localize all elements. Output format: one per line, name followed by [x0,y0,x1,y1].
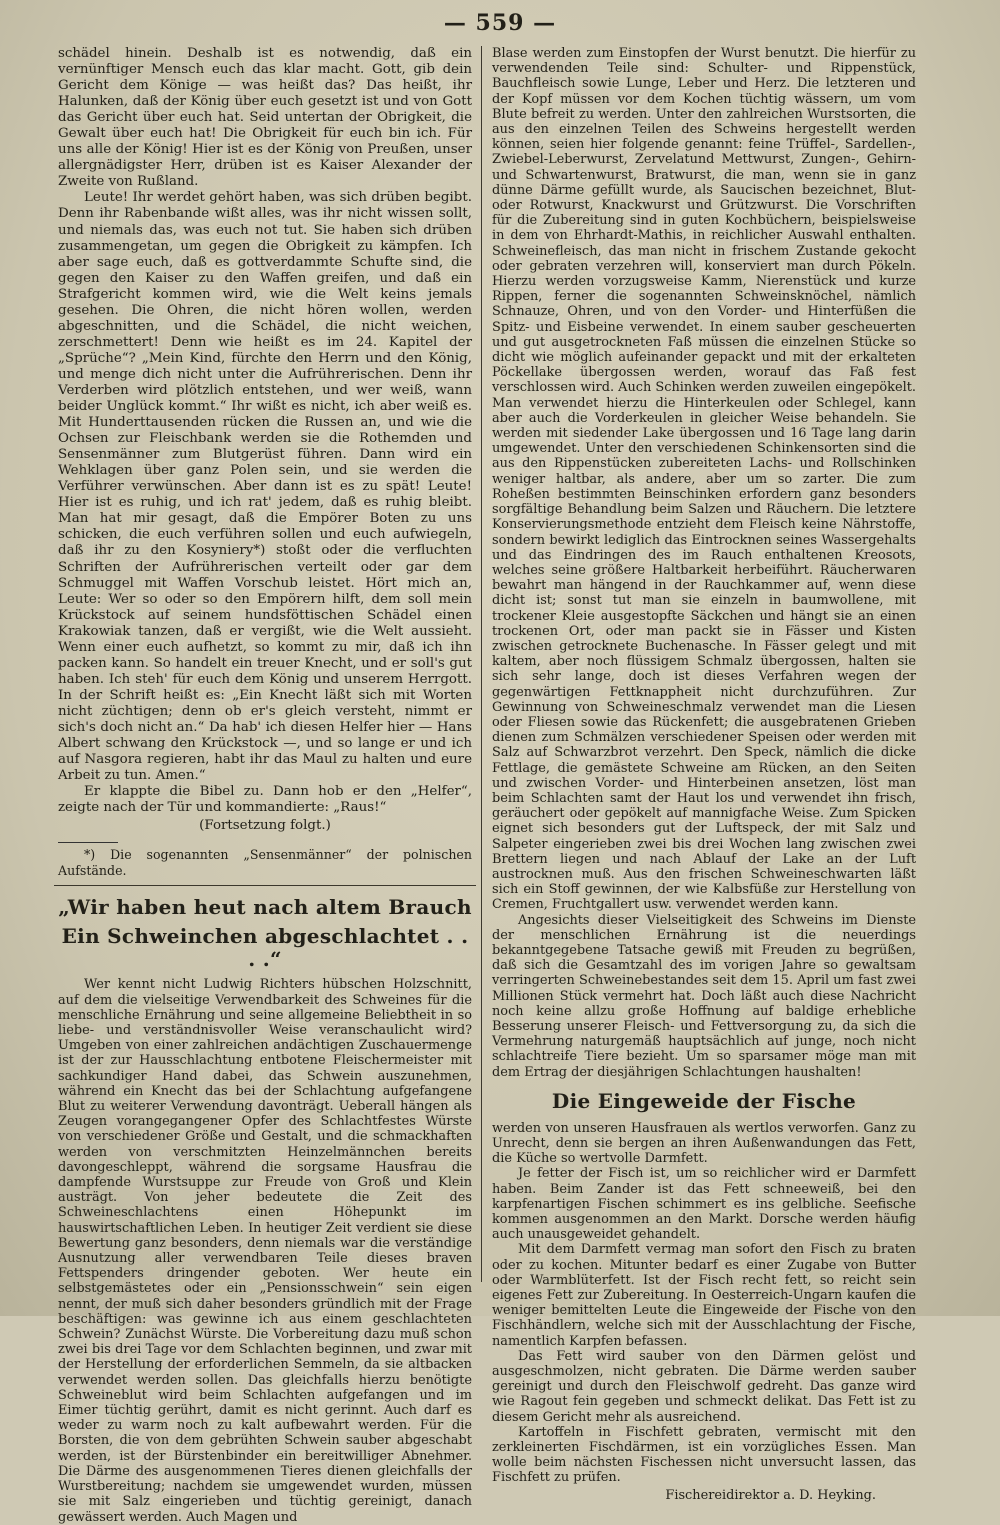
story-main-paragraph: Leute! Ihr werdet gehört haben, was sich drüben begibt. Denn ihr Rabenbande wißt alles, was ihr nicht wissen sollt, und niemals das, was euch not tut. Sie haben sich drüben zusammengetan, um gegen die Obrigkeit zu kämpfen. Ich aber sage euch, daß es gottverdammte Schufte sind, die gegen den Kaiser zu den Waffen greifen, und daß ein Strafgericht kommen wird, wie die Welt keins jemals gesehen. Die Ohren, die nicht hören wollen, werden abgeschnitten, und die Schädel, die nicht weichen, zerschmettert! Denn wie heißt es im 24. Kapitel der „Sprüche“? „Mein Kind, fürchte den Herrn und den König, und menge dich nicht unter die Aufrührerischen. Denn ihr Verderben wird plötzlich entstehen, und wer weiß, wann beider Unglück kommt.“ Ihr wißt es nicht, ich aber weiß es. Mit Hunderttausenden rücken die Russen an, und wie die Ochsen zur Fleischbank werden sie die Rothemden und Sensenmänner zum Blutgerüst führen. Dann wird ein Wehklagen über ganz Polen sein, und sie werden die Verführer verwünschen. Aber dann ist es zu spät! Leute! Hier ist es ruhig, und ich rat' jedem, daß es ruhig bleibt. Man hat mir gesagt, daß die Empörer Boten zu uns schicken, die euch verführen sollen und euch aufwiegeln, daß ihr zu den Kosyniery*) stoßt oder die verfluchten Schriften der Aufrührerischen verteilt oder gar dem Schmuggel mit Waffen Vorschub leistet. Hört mich an, Leute: Wer so oder so den Empörern hilft, dem soll mein Krückstock auf seinem hundsföttischen Schädel einen Krakowiak tanzen, daß er vergißt, wie die Welt aussieht. Wenn einer euch aufhetzt, so kommt zu mir, daß ich ihn packen kann. So handelt ein treuer Knecht, und er soll's gut haben. Ich steh' für euch dem König und unserem Herrgott. In der Schrift heißt es: „Ein Knecht läßt sich mit Worten nicht züchtigen; denn ob er's gleich versteht, nimmt er sich's doch nicht an.“ Da hab' ich diesen Helfer hier — Hans Albert schwang den Krückstock —, und so lange er und ich auf Nasgora regieren, habt ihr das Maul zu halten und eure Arbeit zu tun. Amen.“ [58,190,472,784]
left-column [58,46,472,1525]
article-headline-line-1: „Wir haben heut nach altem Brauch [58,895,472,920]
continuation-note: (Fortsetzung folgt.) [199,818,331,834]
column-divider [481,46,482,1282]
article-continuation: Blase werden zum Einstopfen der Wurst benutzt. Die hierfür zu verwendenden Teile sind: Schulter- und Rippenstück, Bauchfleisch sowie Lunge, Leber und Herz. Die letzteren und der Kopf müssen vor dem Kochen tüchtig wässern, um vom Blute befreit zu werden. Unter den zahlreichen Wurstsorten, die aus den einzelnen Teilen des Schweins hergestellt werden können, seien hier folgende genannt: feine Trüffel-, Sardellen-, Zwiebel-Leberwurst, Zervelatund Mettwurst, Zungen-, Gehirn- und Schwartenwurst, Bratwurst, die man, wenn sie in ganz dünne Därme gefüllt wurde, als Saucischen bezeichnet, Blut- oder Rotwurst, Knackwurst und Grützwurst. Die Vorschriften für die Zubereitung sind in guten Kochbüchern, beispielsweise in dem von Ehrhardt-Mathis, in reichlicher Auswahl enthalten. Schweinefleisch, das man nicht in frischem Zustande gekocht oder gebraten verzehren will, konserviert man durch Pökeln. Hierzu werden vorzugsweise Kamm, Nierenstück und kurze Rippen, ferner die sogenannten Schweinsknöchel, nämlich Schnauze, Ohren, und von den Vorder- und Hinterfüßen die Spitz- und Eisbeine verwendet. In einem sauber gescheuerten und gut ausgetrockneten Faß müssen die einzelnen Stücke so dicht wie möglich aufeinander gepackt und mit der erkalteten Pöckellake übergossen werden, worauf das Faß fest verschlossen wird. Auch Schinken werden zuweilen eingepökelt. Man verwendet hierzu die Hinterkeulen oder Schlegel, kann aber auch die Vorderkeulen in gleicher Weise behandeln. Sie werden mit siedender Lake übergossen und 16 Tage lang darin umgewendet. Unter den verschiedenen Schinkensorten sind die aus den Rippenstücken zubereiteten Lachs- und Rollschinken weniger haltbar, als andere, aber um so zarter. Die zum Roheßen bestimmten Beinschinken erfordern ganz besonders sorgfältige Behandlung beim Salzen und Räuchern. Die letztere Konservierungsmethode entzieht dem Fleisch keine Nährstoffe, sondern bewirkt lediglich das Eintrocknen seines Wassergehalts und das Eindringen des im Rauch enthaltenen Kreosots, welches seine größere Haltbarkeit herbeiführt. Räucherwaren bewahrt man hängend in der Rauchkammer auf, wenn diese dicht ist; sonst tut man sie einzeln in baumwollene, mit trockener Kleie ausgestopfte Säckchen und hängt sie an einen trockenen Ort, oder man packt sie in Fässer und Kisten zwischen getrocknete Buchenasche. In Fässer gelegt und mit kaltem, aber noch flüssigem Schmalz übergossen, halten sie sich sehr lange, doch ist dieses Verfahren wegen der gegenwärtigen Fettknappheit nicht durchzuführen. Zur Gewinnung von Schweineschmalz verwendet man die Liesen oder Fliesen sowie das Rückenfett; die ausgebratenen Grieben dienen zum Schmälzen verschiedener Speisen oder werden mit Salz auf Schwarzbrot verzehrt. Den Speck, nämlich die dicke Fettlage, die gemästete Schweine am Rücken, an den Seiten und zwischen Vorder- und Hinterbeinen ansetzen, löst man beim Schlachten samt der Haut los und verwendet ihn frisch, geräuchert oder gepökelt auf mannigfache Weise. Zum Spicken eignet sich besonders gut der Luftspeck, der mit Salz und Salpeter eingerieben zwei bis drei Wochen lang zwischen zwei Brettern liegen und nach Ablauf der Lake an der Luft austrocknen muß. Aus den frischen Schweineschwarten läßt sich ein Stoff gewinnen, der wie Kalbsfüße zur Herstellung von Cremen, Fruchtgallert usw. verwendet werden kann. [492,46,916,913]
author-signature: Fischereidirektor a. D. Heyking. [665,1487,876,1503]
right-column [492,46,916,1503]
story-intro-paragraph: schädel hinein. Deshalb ist es notwendig, daß ein vernünftiger Mensch euch das klar macht. Gott, gib dein Gericht dem Könige — was heißt das? Das heißt, ihr Halunken, daß der König über euch gesetzt ist und von Gott das Gericht über euch hat. Seid untertan der Obrigkeit, die Gewalt über euch hat! Die Obrigkeit für euch bin ich. Für uns alle der König! Hier ist es der König von Preußen, unser allergnädigster Herr, drüben ist es Kaiser Alexander der Zweite von Rußland. [58,46,472,190]
story-closing-paragraph: Er klappte die Bibel zu. Dann hob er den „Helfer“, zeigte nach der Tür und kommandierte: „Raus!“ [58,784,472,816]
article-headline-line-2: Ein Schweinchen abgeschlachtet . . . .“ [61,924,469,972]
footnote: *) Die sogenannten „Sensenmänner“ der polnischen Aufstände. [58,847,472,879]
fish-article-headline: Die Eingeweide der Fische [551,1088,857,1113]
fish-paragraph-2: Je fetter der Fisch ist, um so reichlicher wird er Darmfett haben. Beim Zander ist das Fett schneeweiß, bei den karpfenartigen Fischen schimmert es ins gelbliche. Seefische kommen ausgenommen an den Markt. Dorsche werden häufig auch unausgeweidet gehandelt. [492,1166,916,1243]
fish-paragraph-5: Kartoffeln in Fischfett gebraten, vermischt mit den zerkleinerten Fischdärmen, ist ein vorzügliches Essen. Man wolle beim nächsten Fischessen nicht unversucht lassen, das Fischfett zu prüfen. [492,1424,916,1486]
article-body: Wer kennt nicht Ludwig Richters hübschen Holzschnitt, auf dem die vielseitige Verwendbarkeit des Schweines für die menschliche Ernährung und seine allgemeine Beliebtheit in so liebe- und verständnisvoller Weise veranschaulicht wird? Umgeben von einer zahlreichen andächtigen Zuschauermenge ist der zur Hausschlachtung entbotene Fleischermeister mit sachkundiger Hand dabei, das Schwein auszunehmen, während ein Knecht das bei der Schlachtung aufgefangene Blut zu weiterer Verwendung davonträgt. Ueberall hängen als Zeugen vorangegangener Opfer des Schlachtfestes Würste von verschiedener Größe und Gestalt, und die schmackhaften werden von verschmitzten Heinzelmännchen bereits davongeschleppt, während die sorgsame Hausfrau die dampfende Wurstsuppe zur Freude von Groß und Klein austrägt. Von jeher bedeutete die Zeit des Schweineschlachtens einen Höhepunkt im hauswirtschaftlichen Leben. In heutiger Zeit verdient sie diese Bewertung ganz besonders, denn niemals war die verständige Ausnutzung aller verwendbaren Teile dieses braven Fettspenders dringender geboten. Wer heute ein selbstgemästetes oder ein „Pensionsschwein“ sein eigen nennt, der muß sich daher besonders gründlich mit der Frage beschäftigen: was gewinne ich aus einem geschlachteten Schwein? Zunächst Würste. Die Vorbereitung dazu muß schon zwei bis drei Tage vor dem Schlachten beginnen, und zwar mit der Herstellung der erforderlichen Semmeln, da sie altbacken verwendet werden sollen. Das gleichfalls hierzu benötigte Schweineblut wird beim Schlachten aufgefangen und im Eimer tüchtig gerührt, damit es nicht gerinnt. Auch darf es weder zu warm noch zu kalt aufbewahrt werden. Für die Borsten, die von dem gebrühten Schwein sauber abgeschabt werden, ist der Bürstenbinder ein bereitwilliger Abnehmer. Die Därme des ausgenommenen Tieres dienen gleichfalls der Wurstbereitung; nachdem sie umgewendet wurden, müssen sie mit Salz eingerieben und tüchtig gereinigt, danach gewässert werden. Auch Magen und [58,977,472,1525]
fish-paragraph-3: Mit dem Darmfett vermag man sofort den Fisch zu braten oder zu kochen. Mitunter bedarf es einer Zugabe von Butter oder Warmblüterfett. Ist der Fisch recht fett, so reicht sein eigenes Fett zur Zubereitung. In Oesterreich-Ungarn kaufen die weniger bemittelten Leute die Eingeweide der Fische von den Fischhändlern, welche sich mit der Ausschlachtung der Fische, namentlich Karpfen befassen. [492,1242,916,1349]
fish-paragraph-4: Das Fett wird sauber von den Därmen gelöst und ausgeschmolzen, nicht gebraten. Die Därme werden sauber gereinigt und durch den Fleischwolf gedreht. Das ganze wird wie Ragout fein gegeben und schmeckt delikat. Das Fett ist zu diesem Gericht mehr als ausreichend. [492,1348,916,1425]
footnote-rule [58,842,118,843]
page-number: — 559 — [443,10,557,36]
fish-paragraph-1: werden von unseren Hausfrauen als wertlos verworfen. Ganz zu Unrecht, denn sie bergen an ihren Außenwandungen das Fett, die Küche so wertvolle Darmfett. [492,1120,916,1167]
article-ending: Angesichts dieser Vielseitigkeit des Schweins im Dienste der menschlichen Ernährung ist die neuerdings bekanntgegebene Tatsache gewiß mit Freuden zu begrüßen, daß sich die Gesamtzahl des im vorigen Jahre so gewaltsam verringerten Schweinebestandes seit dem 15. April um fast zwei Millionen Stück vermehrt hat. Doch läßt auch diese Nachricht noch keine allzu große Hoffnung auf baldige erhebliche Besserung unserer Fleisch- und Fettversorgung zu, da sich die Vermehrung naturgemäß hauptsächlich auf junge, noch nicht schlachtreife Tiere bezieht. Um so sparsamer möge man mit dem Ertrag der diesjährigen Schlachtungen haushalten! [492,912,916,1080]
section-divider [54,885,476,886]
